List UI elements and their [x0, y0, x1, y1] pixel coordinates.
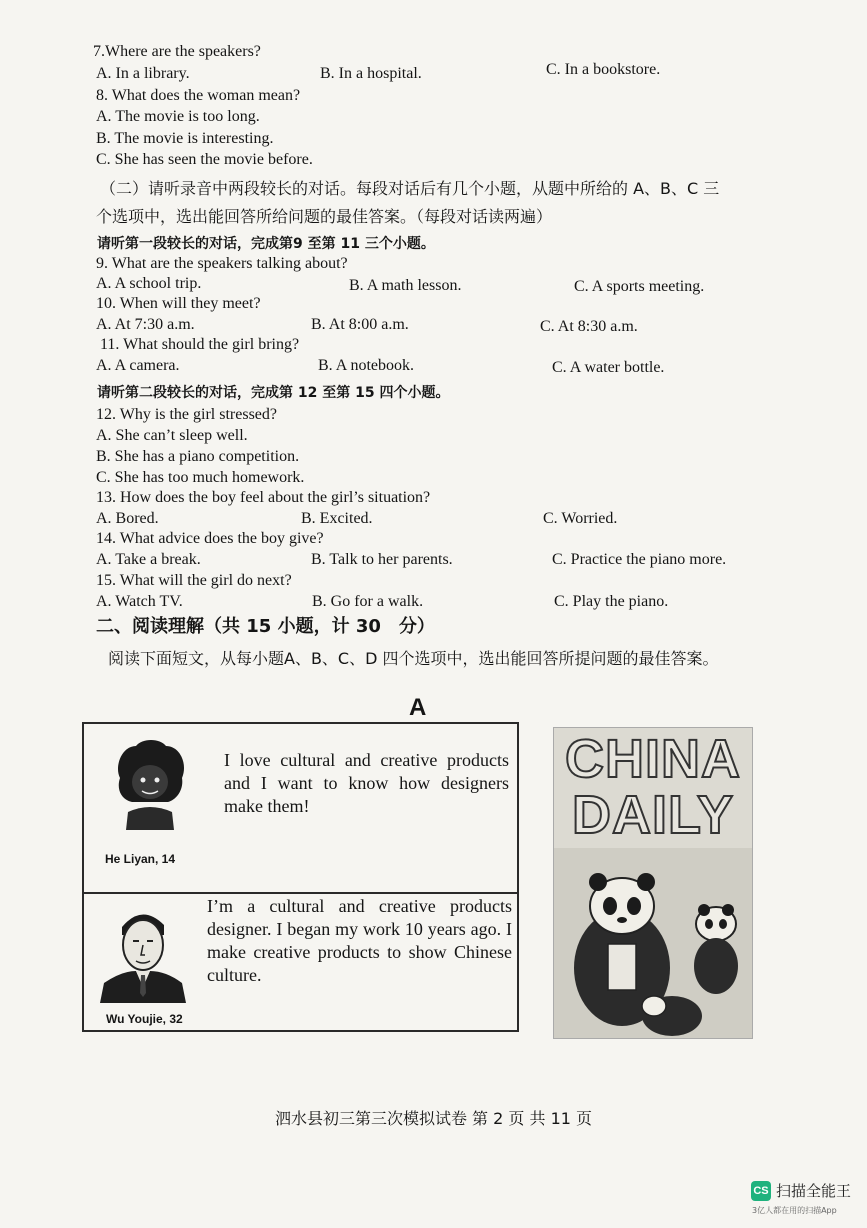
q8-option-a: A. The movie is too long.: [96, 108, 260, 125]
q15-stem: 15. What will the girl do next?: [96, 572, 292, 589]
q9-option-c: C. A sports meeting.: [574, 278, 705, 295]
reading-heading: 二、阅读理解（共 15 小题，计 30 分）: [96, 616, 435, 637]
q7-option-a: A. In a library.: [96, 65, 190, 82]
section2-line1: （二）请听录音中两段较长的对话。每段对话后有几个小题，从题中所给的 A、B、C 三: [100, 179, 720, 198]
q12-option-b: B. She has a piano competition.: [96, 448, 300, 465]
dialog1-intro: 请听第一段较长的对话，完成第9 至第 11 三个小题。: [97, 236, 435, 252]
q8-option-b: B. The movie is interesting.: [96, 130, 274, 147]
q11-stem: 11. What should the girl bring?: [100, 336, 300, 353]
q10-option-c: C. At 8:30 a.m.: [540, 318, 638, 335]
q7-option-c: C. In a bookstore.: [546, 61, 661, 78]
q13-option-c: C. Worried.: [543, 510, 618, 527]
p2-caption: Wu Youjie, 32: [106, 1012, 183, 1026]
q10-option-b: B. At 8:00 a.m.: [311, 316, 409, 333]
p1-quote: I love cultural and creative products and I want to know how designers make them!: [224, 750, 509, 816]
section2-line2: 个选项中，选出能回答所给问题的最佳答案。（每段对话读两遍）: [96, 207, 553, 226]
q8-option-c: C. She has seen the movie before.: [96, 151, 313, 168]
q15-option-b: B. Go for a walk.: [312, 593, 424, 610]
poster-title-line2: DAILY: [571, 785, 735, 845]
camscanner-logo-icon: CS: [751, 1181, 771, 1201]
q14-stem: 14. What advice does the boy give?: [96, 530, 324, 547]
q7-stem: 7.Where are the speakers?: [93, 43, 261, 60]
reading-instruction: 阅读下面短文，从每小题A、B、C、D 四个选项中，选出能回答所提问题的最佳答案。: [108, 649, 719, 668]
q11-option-a: A. A camera.: [96, 357, 180, 374]
q9-stem: 9. What are the speakers talking about?: [96, 255, 348, 272]
q10-stem: 10. When will they meet?: [96, 295, 261, 312]
q8-stem: 8. What does the woman mean?: [96, 87, 301, 104]
china-daily-poster: [553, 727, 753, 1039]
watermark-subtitle: 3亿人都在用的扫描App: [752, 1206, 837, 1215]
man-portrait-icon: [96, 903, 188, 1003]
page-footer: 泗水县初三第三次模拟试卷 第 2 页 共 11 页: [274, 1109, 593, 1128]
q14-option-b: B. Talk to her parents.: [311, 551, 453, 568]
panda-illustration-icon: [554, 848, 752, 1038]
dialog2-intro: 请听第二段较长的对话，完成第 12 至第 15 四个小题。: [97, 385, 450, 401]
child-portrait-icon: [112, 738, 188, 830]
q13-option-a: A. Bored.: [96, 510, 159, 527]
q9-option-a: A. A school trip.: [96, 275, 202, 292]
q12-stem: 12. Why is the girl stressed?: [96, 406, 278, 423]
poster-title-line1: CHINA: [565, 729, 741, 789]
q12-option-a: A. She can’t sleep well.: [96, 427, 248, 444]
panel-divider: [84, 892, 517, 894]
q13-option-b: B. Excited.: [301, 510, 373, 527]
q12-option-c: C. She has too much homework.: [96, 469, 305, 486]
p2-quote: I’m a cultural and creative products designer. I began my work 10 years ago. I make creative products to show Chinese culture.: [207, 896, 512, 985]
passage-letter: A: [409, 694, 427, 721]
q7-option-b: B. In a hospital.: [320, 65, 422, 82]
q9-option-b: B. A math lesson.: [349, 277, 462, 294]
q14-option-c: C. Practice the piano more.: [552, 551, 727, 568]
q13-stem: 13. How does the boy feel about the girl’s situation?: [96, 489, 431, 506]
scanner-watermark: [751, 1180, 851, 1201]
p1-caption: He Liyan, 14: [105, 852, 176, 866]
q11-option-c: C. A water bottle.: [552, 359, 665, 376]
watermark-name: 扫描全能王: [776, 1182, 852, 1200]
q10-option-a: A. At 7:30 a.m.: [96, 316, 195, 333]
q11-option-b: B. A notebook.: [318, 357, 415, 374]
q15-option-c: C. Play the piano.: [554, 593, 669, 610]
q14-option-a: A. Take a break.: [96, 551, 201, 568]
q15-option-a: A. Watch TV.: [96, 593, 183, 610]
